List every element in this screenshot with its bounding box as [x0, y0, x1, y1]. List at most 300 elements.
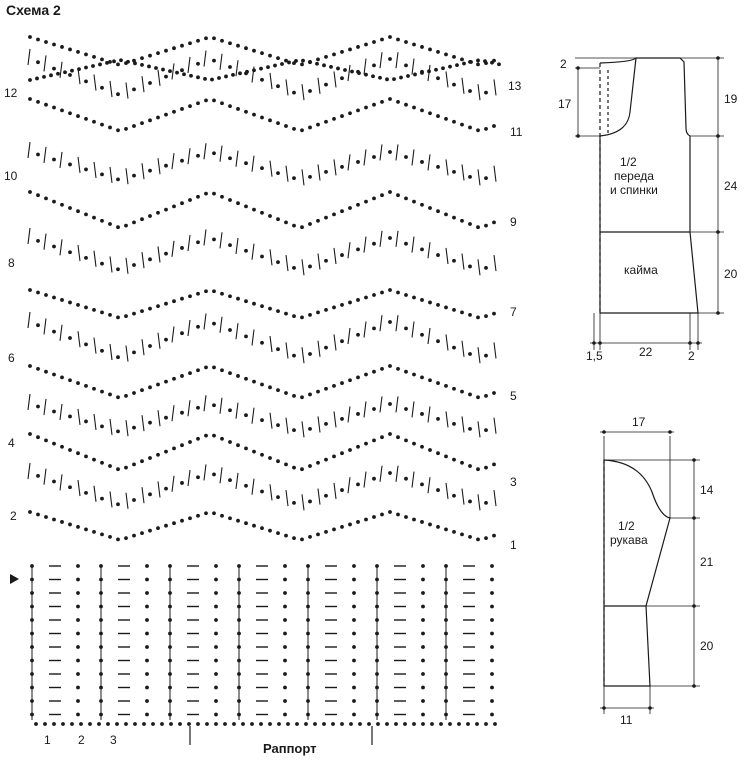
chain-stitch-dot [460, 219, 464, 223]
chain-stitch-dot [204, 99, 208, 103]
chain-stitch-dot [76, 699, 80, 703]
stitch-line [220, 467, 222, 483]
row-number-4: 4 [8, 436, 15, 450]
chain-stitch-dot [156, 51, 160, 55]
chain-stitch-dot [60, 108, 64, 112]
chain-stitch-dot [148, 169, 152, 173]
chain-stitch-dot [372, 40, 376, 44]
chain-stitch-dot [399, 76, 403, 80]
chain-stitch-dot [340, 209, 344, 213]
chain-stitch-dot [196, 406, 200, 410]
chain-stitch-dot [286, 722, 290, 726]
stitch-line [220, 54, 222, 70]
stitch-line [478, 347, 480, 363]
chain-stitch-dot [259, 722, 263, 726]
chain-stitch-dot [372, 439, 376, 443]
chain-stitch-dot [84, 343, 88, 347]
chain-stitch-dot [452, 120, 456, 124]
chain-stitch-dot [283, 578, 287, 582]
chain-stitch-dot [245, 70, 249, 74]
chain-stitch-dot [340, 339, 344, 343]
chain-stitch-dot [388, 190, 392, 194]
chain-stitch-dot [283, 672, 287, 676]
chain-stitch-dot [172, 377, 176, 381]
sleeve-dim-right-mid: 21 [700, 555, 714, 569]
chain-stitch-dot [436, 114, 440, 118]
row-number-6: 6 [8, 351, 15, 365]
chain-stitch-dot [148, 54, 152, 58]
chain-stitch-dot [300, 537, 304, 541]
chain-stitch-dot [76, 114, 80, 118]
chain-stitch-dot [283, 713, 287, 717]
sleeve-label-line2: рукава [610, 533, 648, 547]
chain-stitch-dot [52, 200, 56, 204]
chain-stitch-dot [421, 578, 425, 582]
chain-stitch-dot [52, 330, 56, 334]
chain-stitch-dot [490, 713, 494, 717]
stitch-line [286, 490, 288, 506]
chain-stitch-dot [329, 65, 333, 69]
stitch-line [110, 419, 112, 435]
chain-stitch-dot [331, 722, 335, 726]
chain-stitch-dot [300, 62, 304, 66]
chain-stitch-dot [340, 50, 344, 54]
chain-stitch-dot [188, 516, 192, 520]
chain-stitch-dot [348, 523, 352, 527]
chain-stitch-dot [52, 722, 56, 726]
chain-stitch-dot [421, 686, 425, 690]
chain-stitch-dot [164, 113, 168, 117]
chain-stitch-dot [244, 249, 248, 253]
chain-stitch-dot [164, 302, 168, 306]
stitch-line [188, 470, 190, 486]
chain-stitch-dot [52, 296, 56, 300]
chain-stitch-dot [214, 659, 218, 663]
chain-stitch-dot [132, 498, 136, 502]
stitch-line [78, 331, 80, 347]
chain-stitch-dot [396, 367, 400, 371]
stitch-line [28, 463, 30, 479]
chain-stitch-dot [324, 422, 328, 426]
chain-stitch-dot [357, 71, 361, 75]
chain-stitch-dot [108, 464, 112, 468]
chain-stitch-dot [378, 76, 382, 80]
stitch-line [204, 395, 206, 411]
chain-stitch-dot [36, 153, 40, 157]
chain-stitch-dot [132, 426, 136, 430]
chain-stitch-dot [273, 64, 277, 68]
chain-stitch-dot [52, 373, 56, 377]
chain-stitch-dot [283, 605, 287, 609]
chain-stitch-dot [292, 314, 296, 318]
chain-stitch-dot [490, 61, 494, 65]
chain-stitch-dot [396, 193, 400, 197]
chain-stitch-dot [283, 659, 287, 663]
chain-stitch-dot [421, 618, 425, 622]
chain-stitch-dot [132, 174, 136, 178]
chain-stitch-dot [76, 686, 80, 690]
chain-stitch-dot [340, 525, 344, 529]
chain-stitch-dot [76, 381, 80, 385]
chain-stitch-dot [466, 722, 470, 726]
chain-stitch-dot [452, 422, 456, 426]
chain-stitch-dot [112, 59, 116, 63]
stitch-line [364, 149, 366, 165]
stitch-line [270, 484, 272, 500]
chain-stitch-dot [276, 459, 280, 463]
stitch-line [270, 73, 272, 89]
chain-stitch-dot [476, 395, 480, 399]
stitch-line [334, 411, 336, 427]
chain-stitch-dot [36, 323, 40, 327]
stitch-line [158, 333, 160, 349]
chain-stitch-dot [421, 699, 425, 703]
chain-stitch-dot [492, 534, 496, 538]
chain-stitch-dot [116, 315, 120, 319]
chain-stitch-dot [132, 263, 136, 267]
chain-stitch-dot [308, 265, 312, 269]
row-number-1: 1 [510, 538, 517, 552]
chain-stitch-dot [214, 578, 218, 582]
chain-stitch-dot [292, 91, 296, 95]
stitch-line [286, 79, 288, 95]
chain-stitch-dot [492, 221, 496, 225]
chain-stitch-dot [108, 393, 112, 397]
chain-stitch-dot [436, 50, 440, 54]
chain-stitch-dot [352, 578, 356, 582]
chain-stitch-dot [180, 159, 184, 163]
chain-stitch-dot [204, 366, 208, 370]
chain-stitch-dot [92, 120, 96, 124]
stitch-line [412, 472, 414, 488]
chain-stitch-dot [172, 205, 176, 209]
chain-stitch-dot [116, 537, 120, 541]
chain-stitch-dot [492, 312, 496, 316]
stitch-line [172, 476, 174, 492]
chain-stitch-dot [68, 415, 72, 419]
chain-stitch-dot [436, 165, 440, 169]
stitch-line [334, 159, 336, 175]
stitch-line [158, 70, 160, 86]
repeat-label: Раппорт [263, 741, 317, 756]
chain-stitch-dot [189, 74, 193, 78]
chain-stitch-dot [100, 173, 104, 177]
chain-stitch-dot [404, 370, 408, 374]
chain-stitch-dot [404, 439, 408, 443]
chain-stitch-dot [348, 48, 352, 52]
chain-stitch-dot [300, 395, 304, 399]
stitch-line [412, 237, 414, 253]
chain-stitch-dot [428, 206, 432, 210]
chain-stitch-dot [244, 299, 248, 303]
chain-stitch-dot [214, 605, 218, 609]
chain-stitch-dot [252, 113, 256, 117]
chain-stitch-dot [420, 203, 424, 207]
stitch-line [396, 231, 398, 247]
chain-stitch-dot [34, 722, 38, 726]
chain-stitch-dot [444, 53, 448, 57]
chain-stitch-dot [84, 306, 88, 310]
chain-stitch-dot [292, 224, 296, 228]
chain-stitch-dot [228, 104, 232, 108]
chain-stitch-dot [36, 60, 40, 64]
chain-stitch-dot [490, 632, 494, 636]
chain-stitch-dot [322, 63, 326, 67]
chain-stitch-dot [214, 564, 218, 568]
chain-stitch-dot [196, 514, 200, 518]
row-number-9: 9 [510, 215, 517, 229]
chain-stitch-dot [148, 307, 152, 311]
stitch-line [44, 147, 46, 163]
chain-stitch-dot [76, 645, 80, 649]
stitch-line [94, 75, 96, 91]
chain-stitch-dot [28, 35, 32, 39]
chain-stitch-dot [132, 463, 136, 467]
chain-stitch-dot [61, 722, 65, 726]
chain-stitch-dot [228, 328, 232, 332]
chain-stitch-dot [36, 193, 40, 197]
chain-stitch-dot [316, 390, 320, 394]
stitch-line [334, 483, 336, 499]
chain-stitch-dot [260, 304, 264, 308]
chain-stitch-dot [420, 45, 424, 49]
chain-stitch-dot [420, 445, 424, 449]
chain-stitch-dot [276, 260, 280, 264]
chain-stitch-dot [180, 107, 184, 111]
chain-stitch-dot [490, 672, 494, 676]
chain-stitch-dot [116, 128, 120, 132]
chain-stitch-dot [188, 371, 192, 375]
chain-stitch-dot [228, 243, 232, 247]
stitch-line [78, 409, 80, 425]
chain-stitch-dot [76, 303, 80, 307]
chain-stitch-dot [276, 217, 280, 221]
chain-stitch-dot [188, 198, 192, 202]
chain-stitch-dot [164, 450, 168, 454]
chain-stitch-dot [70, 722, 74, 726]
chain-stitch-dot [68, 206, 72, 210]
stitch-line [318, 341, 320, 357]
stitch-line [158, 246, 160, 262]
chain-stitch-dot [180, 443, 184, 447]
chain-stitch-dot [316, 219, 320, 223]
chain-stitch-dot [421, 632, 425, 636]
stitch-line [220, 146, 222, 162]
chain-stitch-dot [35, 77, 39, 81]
chain-stitch-dot [404, 327, 408, 331]
chain-stitch-dot [92, 458, 96, 462]
chain-stitch-dot [476, 62, 480, 66]
row-number-13: 13 [508, 79, 522, 93]
chain-stitch-dot [277, 722, 281, 726]
chain-stitch-dot [441, 66, 445, 70]
stitch-line [44, 469, 46, 485]
chain-stitch-dot [196, 722, 200, 726]
stitch-line [462, 416, 464, 432]
sleeve-pattern [600, 432, 700, 714]
stitch-line [478, 259, 480, 275]
chain-stitch-dot [132, 391, 136, 395]
chain-stitch-dot [79, 722, 83, 726]
chain-stitch-dot [316, 58, 320, 62]
chain-stitch-dot [228, 156, 232, 160]
chain-stitch-dot [348, 448, 352, 452]
chain-stitch-dot [84, 384, 88, 388]
chain-stitch-dot [460, 123, 464, 127]
chain-stitch-dot [300, 225, 304, 229]
chain-stitch-dot [420, 298, 424, 302]
stitch-line [270, 336, 272, 352]
chain-stitch-dot [420, 482, 424, 486]
body-dim-right-mid: 24 [724, 179, 738, 193]
chain-stitch-dot [52, 410, 56, 414]
chain-stitch-dot [145, 605, 149, 609]
chain-stitch-dot [124, 224, 128, 228]
chain-stitch-dot [76, 578, 80, 582]
chain-stitch-dot [140, 388, 144, 392]
chain-stitch-dot [28, 97, 32, 101]
stitch-number-1: 1 [44, 733, 51, 747]
chain-stitch-dot [252, 380, 256, 384]
chain-stitch-dot [60, 45, 64, 49]
sleeve-dim-right-bottom: 20 [700, 639, 714, 653]
chain-stitch-dot [68, 336, 72, 340]
chain-stitch-dot [492, 463, 496, 467]
chain-stitch-dot [132, 351, 136, 355]
stitch-line [252, 244, 254, 260]
chain-stitch-dot [468, 313, 472, 317]
chain-stitch-dot [484, 127, 488, 131]
chain-stitch-dot [168, 69, 172, 73]
chain-stitch-dot [404, 242, 408, 246]
chain-stitch-dot [76, 50, 80, 54]
chain-stitch-dot [372, 155, 376, 159]
chain-stitch-dot [49, 73, 53, 77]
chain-stitch-dot [43, 722, 47, 726]
chain-stitch-dot [268, 214, 272, 218]
row-number-2: 2 [10, 509, 17, 523]
chain-stitch-dot [448, 65, 452, 69]
stitch-line [446, 483, 448, 499]
stitch-line [302, 259, 304, 275]
chain-stitch-dot [164, 380, 168, 384]
chain-stitch-dot [483, 59, 487, 63]
sleeve-dim-bottom: 11 [620, 713, 633, 727]
chain-stitch-dot [231, 73, 235, 77]
stitch-line [44, 399, 46, 415]
chain-stitch-dot [356, 412, 360, 416]
stitch-line [428, 477, 430, 493]
stitch-line [446, 411, 448, 427]
chain-stitch-dot [236, 443, 240, 447]
stitch-line [44, 234, 46, 250]
chain-stitch-dot [84, 80, 88, 84]
chain-stitch-dot [340, 417, 344, 421]
chain-stitch-dot [175, 71, 179, 75]
chain-stitch-dot [396, 435, 400, 439]
chain-stitch-dot [52, 518, 56, 522]
chain-stitch-dot [140, 217, 144, 221]
chain-stitch-dot [376, 722, 380, 726]
stitch-line [220, 232, 222, 248]
stitch-line [94, 338, 96, 354]
chain-stitch-dot [140, 63, 144, 67]
stitch-line [412, 401, 414, 417]
chain-stitch-dot [380, 435, 384, 439]
chain-stitch-dot [493, 722, 497, 726]
chain-stitch-dot [180, 44, 184, 48]
chain-stitch-dot [260, 453, 264, 457]
chain-stitch-dot [214, 699, 218, 703]
chain-stitch-dot [295, 722, 299, 726]
chain-stitch-dot [284, 391, 288, 395]
chain-stitch-dot [160, 722, 164, 726]
chain-stitch-dot [84, 117, 88, 121]
stitch-line [204, 51, 206, 67]
stitch-line [236, 238, 238, 254]
chain-stitch-dot [244, 335, 248, 339]
stitch-line [158, 481, 160, 497]
chain-stitch-dot [36, 435, 40, 439]
chain-stitch-dot [340, 114, 344, 118]
stitch-line [28, 228, 30, 244]
chain-stitch-dot [292, 354, 296, 358]
chain-stitch-dot [36, 291, 40, 295]
chain-stitch-dot [324, 259, 328, 263]
chain-stitch-dot [28, 510, 32, 514]
chain-stitch-dot [284, 463, 288, 467]
chain-stitch-dot [412, 518, 416, 522]
chain-stitch-dot [36, 405, 40, 409]
chain-stitch-dot [196, 39, 200, 43]
chain-stitch-dot [77, 67, 81, 71]
chain-stitch-dot [476, 225, 480, 229]
chain-stitch-dot [164, 252, 168, 256]
body-label-line1: 1/2 [620, 155, 637, 169]
chain-stitch-dot [404, 515, 408, 519]
stitch-line [334, 71, 336, 87]
chain-stitch-dot [156, 383, 160, 387]
chain-stitch-dot [108, 535, 112, 539]
chain-stitch-dot [372, 197, 376, 201]
chain-stitch-dot [332, 213, 336, 217]
stitch-line [270, 413, 272, 429]
chain-stitch-dot [452, 387, 456, 391]
row-number-11: 11 [510, 125, 523, 139]
chain-stitch-dot [284, 124, 288, 128]
chain-stitch-dot [340, 488, 344, 492]
chain-stitch-dot [352, 713, 356, 717]
chain-stitch-dot [172, 110, 176, 114]
chain-stitch-dot [276, 423, 280, 427]
stitch-line [252, 408, 254, 424]
chain-stitch-dot [44, 40, 48, 44]
chain-stitch-dot [108, 313, 112, 317]
chain-stitch-dot [340, 253, 344, 257]
chain-stitch-dot [260, 255, 264, 259]
chain-stitch-dot [343, 68, 347, 72]
chain-stitch-dot [394, 722, 398, 726]
chain-stitch-dot [220, 437, 224, 441]
stitch-line [142, 339, 144, 355]
chain-stitch-dot [196, 368, 200, 372]
chain-stitch-dot [476, 537, 480, 541]
chain-stitch-dot [116, 429, 120, 433]
chain-stitch-dot [244, 413, 248, 417]
chain-stitch-dot [412, 106, 416, 110]
chain-stitch-dot [220, 39, 224, 43]
chain-stitch-dot [148, 118, 152, 122]
